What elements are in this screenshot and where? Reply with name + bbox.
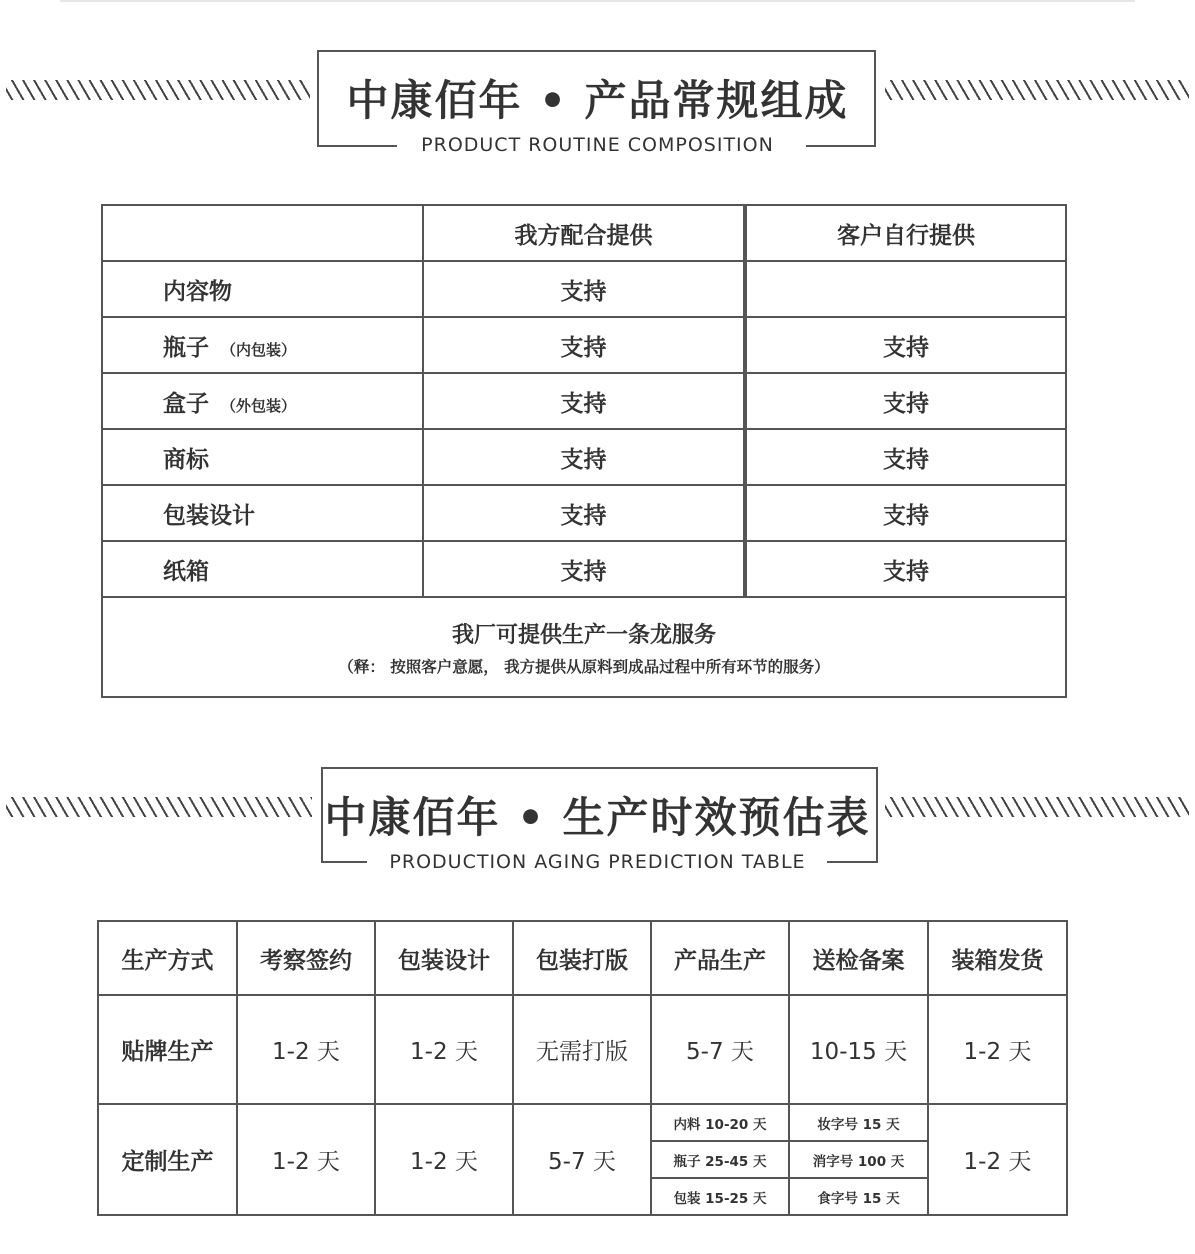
header-cell: 产品生产 xyxy=(651,921,789,995)
cell-customer xyxy=(745,261,1066,317)
cell-proof: 5-7 天 xyxy=(513,1104,651,1215)
table-footer-row xyxy=(102,597,1066,697)
cell-ours: 支持 xyxy=(423,261,745,317)
header-cell: 包装设计 xyxy=(375,921,513,995)
cell-ours: 支持 xyxy=(423,429,745,485)
table-row xyxy=(102,261,1066,317)
table-row xyxy=(102,317,1066,373)
cell-customer: 支持 xyxy=(745,485,1066,541)
cell-inspection-detail: 食字号 15 天 xyxy=(789,1178,928,1215)
cell-inspection: 10-15 天 xyxy=(789,995,928,1104)
section-title: 中康佰年 • 生产时效预估表 xyxy=(324,793,871,842)
row-label: 瓶子 （内包装） xyxy=(102,317,423,373)
table-row xyxy=(102,429,1066,485)
row-label: 盒子 （外包装） xyxy=(102,373,423,429)
cell-inspection-detail: 消字号 100 天 xyxy=(789,1141,928,1178)
table-row-oem xyxy=(98,995,1067,1104)
row-label: 包装设计 xyxy=(102,485,423,541)
cell-production: 5-7 天 xyxy=(651,995,789,1104)
cell-inspection-detail: 妆字号 15 天 xyxy=(789,1104,928,1141)
cell-shipping: 1-2 天 xyxy=(928,995,1067,1104)
row-label: 内容物 xyxy=(102,261,423,317)
composition-table xyxy=(101,204,1067,698)
cell-production-detail: 包装 15-25 天 xyxy=(651,1178,789,1215)
cell-customer: 支持 xyxy=(745,373,1066,429)
row-label: 商标 xyxy=(102,429,423,485)
cell-production-detail: 内料 10-20 天 xyxy=(651,1104,789,1141)
cell-ours: 支持 xyxy=(423,485,745,541)
footer-cell xyxy=(102,597,1066,697)
cell-ours: 支持 xyxy=(423,541,745,597)
section-title: 中康佰年 • 产品常规组成 xyxy=(346,76,849,125)
section-subtitle: PRODUCTION AGING PREDICTION TABLE xyxy=(389,851,806,873)
table-header-row xyxy=(98,921,1067,995)
table-row xyxy=(102,373,1066,429)
cell-design: 1-2 天 xyxy=(375,1104,513,1215)
row-label: 纸箱 xyxy=(102,541,423,597)
section-heading-timing xyxy=(0,767,1195,873)
table-header-row xyxy=(102,205,1066,261)
cell-ours: 支持 xyxy=(423,373,745,429)
cell-survey: 1-2 天 xyxy=(237,1104,375,1215)
cell-ours: 支持 xyxy=(423,317,745,373)
header-cell: 装箱发货 xyxy=(928,921,1067,995)
table-row xyxy=(102,485,1066,541)
cell-proof: 无需打版 xyxy=(513,995,651,1104)
cell-production-detail: 瓶子 25-45 天 xyxy=(651,1141,789,1178)
header-cell: 我方配合提供 xyxy=(423,205,745,261)
cell-survey: 1-2 天 xyxy=(237,995,375,1104)
cell-shipping: 1-2 天 xyxy=(928,1104,1067,1215)
cell-customer: 支持 xyxy=(745,317,1066,373)
timing-table xyxy=(97,920,1068,1216)
cell-customer: 支持 xyxy=(745,541,1066,597)
cell-customer: 支持 xyxy=(745,429,1066,485)
header-cell: 送检备案 xyxy=(789,921,928,995)
section-heading-composition xyxy=(0,50,1195,156)
table-row xyxy=(102,541,1066,597)
header-cell: 客户自行提供 xyxy=(745,205,1066,261)
footer-main-text: 我厂可提供生产一条龙服务 xyxy=(451,622,716,648)
header-cell: 生产方式 xyxy=(98,921,237,995)
footer-note-text: （释： 按照客户意愿， 我方提供从原料到成品过程中所有环节的服务） xyxy=(338,657,830,676)
cell-design: 1-2 天 xyxy=(375,995,513,1104)
header-cell xyxy=(102,205,423,261)
section-subtitle: PRODUCT ROUTINE COMPOSITION xyxy=(421,134,774,156)
row-label: 贴牌生产 xyxy=(98,995,237,1104)
header-cell: 考察签约 xyxy=(237,921,375,995)
top-divider xyxy=(60,0,1135,2)
row-label: 定制生产 xyxy=(98,1104,237,1215)
table-row-custom xyxy=(98,1104,1067,1141)
header-cell: 包装打版 xyxy=(513,921,651,995)
